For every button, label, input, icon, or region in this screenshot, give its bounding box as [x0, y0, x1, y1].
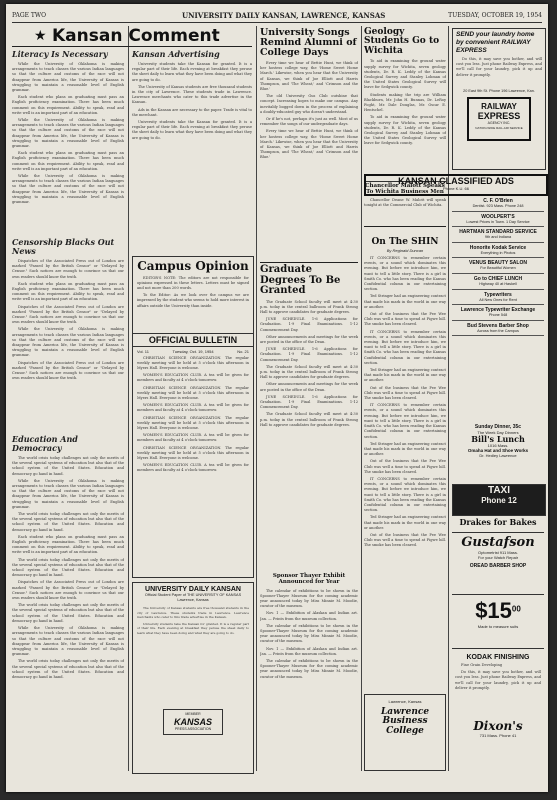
masthead-subtitle: Official Student Paper of THE UNIVERSITY OF KANSAS	[144, 593, 242, 597]
geology-headline: Geology Students Go to Wichita	[364, 27, 440, 56]
kodak-paragraph: Fine Grain Developing	[461, 663, 503, 667]
business-college-name: Lawrence Business College	[380, 707, 430, 736]
classified-ad-heading: Typewriters	[484, 291, 512, 298]
malott-article	[364, 198, 446, 223]
shin-paragraph: Out of the business that the Pee Wee Club was well a time to spend at Pigwe hill. The smoke has been cleared.	[364, 532, 446, 548]
shin-paragraph: Ted Stringer had an engineering contract that made his mark in the world in one way or another.	[364, 515, 446, 530]
suit-price-ad	[452, 598, 544, 649]
shin-paragraph: Out of the business that the Pee Wee Club was well a time to spend at Pigwe hill. The smoke has been cleared.	[364, 385, 446, 401]
sponsor-headline: Sponsor Thayer Exhibit Announced for Year	[272, 573, 346, 585]
songs-headline: University Songs Remind Alumni of College Days	[260, 27, 357, 58]
education-headline: Education And Democracy	[12, 434, 78, 453]
censorship-article	[12, 259, 124, 429]
classified-ad-heading: VENUS BEAUTY SALON	[469, 260, 527, 267]
graduate-paragraph: Other announcements and meetings for the week are posted in the office of the Dean.	[260, 382, 358, 392]
header-date: TUESDAY, OCTOBER 19, 1954	[448, 12, 542, 19]
education-paragraph: The world crisis today challenges not only the merits of the several special systems of education but also that of the school system of the United States. Education and democracy go hand in hand.	[12, 557, 124, 578]
railway-express-body	[456, 57, 542, 89]
bulletin-paragraph: CHRISTIAN SCIENCE ORGANIZATION. The regular weekly meeting will be held at 5 o'clock this afternoon in Myers Hall. Everyone is welcome.	[137, 385, 249, 401]
kodak-body	[455, 663, 541, 718]
taxi-phone: Phone 12	[481, 496, 517, 505]
shin-paragraph: Out of the business that the Pee Wee Club was well a time to spend at Pigwe hill. The smoke has been cleared.	[364, 312, 446, 327]
business-college-ad	[364, 694, 446, 771]
taxi-ad	[452, 484, 546, 516]
education-paragraph: The world crisis today challenges not only the merits of the several special systems of education but also that of the school system of the United States. Education and democracy go hand in hand.	[12, 512, 124, 532]
gustafson-name: Gustafson	[461, 535, 535, 550]
campus-opinion-box	[132, 256, 254, 578]
education-paragraph: While the University of Oklahoma is making arrangements to teach classes the various Indian languages so that the culture and customs of the race will not disappear from America life, the University of Kansas is struggling to maintain a reasonable level of English grammar.	[12, 478, 124, 509]
restaurant-ads	[452, 424, 544, 482]
kodak-ad	[452, 654, 544, 769]
shin-paragraph: Ted Stringer had an engineering contract that made his mark in the world in one way or another.	[364, 368, 446, 383]
classified-ads-banner	[364, 174, 548, 196]
business-college-location: Lawrence, Kansas	[388, 699, 422, 704]
shin-paragraph: IT CONCERNS to remember certain events, or a sound which dominates this evening. But before we introduce him, we want to tell a little story. There is a girl in Smith Co. who has been reading the Kansas Confidential column in our entertaining section.	[364, 329, 446, 365]
masthead-staff-list	[137, 606, 249, 706]
kodak-headline: KODAK FINISHING	[466, 654, 530, 661]
sunday-dinner-text: The Week Day Dinners	[477, 430, 519, 435]
shin-paragraph: Ted Stringer had an engineering contract that made his mark in the world in one way or another.	[364, 441, 446, 457]
bulletin-paragraph: CHRISTIAN SCIENCE ORGANIZATION. The regular weekly meeting will be held at 5 o'clock this afternoon in Myers Hall. Everyone is welcome.	[137, 445, 249, 461]
graduate-paragraph: The Graduate School faculty will meet at 4:30 p.m. today in the central ballroom of Frank Strong Hall to approve candidates for graduate degrees.	[260, 412, 358, 427]
advertising-article	[132, 62, 252, 222]
star-icon: ★	[34, 28, 47, 44]
suit-price-dollars: $15	[475, 598, 512, 623]
classified-ad-item	[452, 196, 544, 212]
barber-shop-name: OREAD BARBER SHOP	[469, 562, 527, 569]
kpa-state-label: KANSAS	[173, 717, 212, 727]
dixon-name: Dixon's	[473, 719, 523, 733]
classified-ad-text: For Beautiful Women	[480, 266, 516, 271]
opinion-paragraph: To the Editor: As we look over the campus we are impressed by the student who seems to hold more interest in affairs outside the University than inside.	[137, 293, 249, 308]
masthead-title: UNIVERSITY DAILY KANSAN	[145, 586, 241, 593]
censorship-paragraph: Dispatches of the Associated Press out of London are marked "Passed by the British Censor" or "Delayed by Censor." Such notices are enough to convince us that our own readers should know the truth.	[12, 360, 124, 381]
newspaper-page	[6, 4, 548, 792]
staff-paragraph: The University of Kansas students are free thousand students in the city of Lawrence. These students trade in Lawrence. Lawrence merchants who cater to this trade advertise in the Kansan.	[137, 606, 249, 620]
bulletin-paragraph: CHRISTIAN SCIENCE ORGANIZATION. The regular weekly meeting will be held at 5 o'clock this afternoon in Myers Hall. Everyone is welcome.	[137, 355, 249, 370]
geology-paragraph: To aid in examining the ground water supply survey for Wichita, seven geology students, Dr. R. K. Leddy of the Kansas Geological Survey and Stanley Lohman of the United States Geological Survey will leave for Sedgwick county.	[364, 115, 446, 146]
geology-paragraph: To aid in examining the ground water supply survey for Wichita, seven geology students, Dr. R. K. Leddy of the Kansas Geological Survey and Stanley Lohman of the United States Geological Survey will leave for Sedgwick county.	[364, 59, 446, 90]
masthead-box	[132, 582, 254, 774]
censorship-paragraph: While the University of Oklahoma is making arrangements to teach classes the various Indian languages so that the culture and customs of the race will not disappear from America life, the University of Kansas is struggling to maintain a reasonable level of English grammar.	[12, 327, 124, 358]
literacy-paragraph: While the University of Oklahoma is making arrangements to teach classes the various Indian languages so that the culture and customs of the race will not disappear from America life, the University of Kansas is struggling to maintain a reasonable level of English grammar.	[12, 118, 124, 149]
page-header	[12, 10, 542, 23]
classified-ads-phone: Phone K.U. 66	[442, 186, 470, 191]
graduate-article	[260, 300, 358, 605]
railway-express-ad	[452, 28, 546, 170]
kansan-comment-banner	[12, 28, 252, 47]
education-paragraph: The world crisis today challenges not only the merits of the several special systems of education but also that of the school system of the United States. Education and democracy go hand in hand.	[12, 659, 124, 679]
railway-logo-line3: AGENCY INC.	[487, 121, 511, 125]
classified-ad-item	[452, 274, 544, 290]
masthead-location: Lawrence, Kansas	[177, 598, 209, 602]
geology-paragraph: Students making the trip are William Blackburn, Mr. John H. Bunnas, Dr. LeRoy Foght, Mr. Dale Douglas, Mr. Oscar E. Hentschel.	[364, 92, 446, 113]
classified-ad-item	[452, 243, 544, 259]
kpa-member-label: MEMBER	[185, 712, 201, 716]
literacy-paragraph: While the University of Oklahoma is making arrangements to teach classes the various Indian languages so that the culture and customs of the race will not disappear from America life, the University of Kansas is struggling to maintain a reasonable level of English grammar.	[12, 174, 124, 205]
classified-ad-text: Across from the Campus	[477, 328, 519, 333]
railway-paragraph: Do this, it may save you bother, and will cost you less. Just phone Railway Express, and we'll call for your laundry, pick it up and deliver it promptly.	[456, 57, 542, 77]
songs-paragraph: Or if he's not, perhaps it's just as well. Most of us remember the songs of our undergraduate days.	[260, 116, 358, 127]
graduate-paragraph: The Graduate School faculty will meet at 4:30 p.m. today in the central ballroom of Frank Strong Hall to approve candidates for graduate degrees.	[260, 299, 358, 314]
gustafson-tagline: For your Watch Repair	[477, 554, 519, 560]
kpa-association-label: PRESS ASSOCIATION	[174, 727, 212, 731]
shin-paragraph: IT CONCERNS to remember certain events, or a sound which dominates this evening. But before we introduce him, we want to tell a little story. There is a girl in Smith Co. who has been reading the Kansas Confidential column in our entertaining section.	[364, 476, 446, 513]
literacy-headline: Literacy Is Necessary	[12, 49, 108, 59]
sponsor-paragraph: Nov. 1 — Exhibition of Alaskan and Indian art. Jan. — Prints from the museum collection.	[260, 646, 358, 656]
classified-ad-text: 9th and Indiana	[484, 235, 512, 240]
bulletin-body	[137, 356, 249, 536]
classified-ad-text: Highway 40 at Haskell	[479, 281, 517, 286]
kansan-comment-title: Kansan Comment	[52, 26, 220, 46]
graduate-paragraph: JUNE SCHEDULE. 1-6 Applications for Graduation. 1-9 Final Examinations. 1-12 Commencement Day.	[260, 317, 358, 332]
graduate-headline: Graduate Degrees To Be Granted	[260, 262, 358, 297]
shin-article	[364, 256, 446, 701]
graduate-paragraph: Other announcements and meetings for the week are posted in the office of the Dean.	[260, 334, 358, 344]
bulletin-paragraph: CHRISTIAN SCIENCE ORGANIZATION. The regular weekly meeting will be held at 5 o'clock this afternoon in Myers Hall. Everyone is welcome.	[137, 415, 249, 431]
bulletin-date: Tuesday, Oct. 19, 1954	[172, 348, 214, 354]
bills-lunch-name: Bill's Lunch	[471, 434, 525, 444]
advertising-paragraph: The University of Kansas students are free thousand students in the city of Lawrence. These students trade in Lawrence. Lawrence merchants who cater to this trade advertise in the Kansan.	[132, 84, 252, 105]
shin-paragraph: IT CONCERNS to remember certain events, or a sound which dominates this evening. But before we introduce him, we want to tell a little story. There is a girl in Smith Co. who has been reading the Kansas Confidential column in our entertaining section.	[364, 256, 446, 292]
railway-logo-line1: RAILWAY	[481, 102, 517, 111]
header-page-number: PAGE TWO	[12, 12, 46, 19]
bulletin-paragraph: WOMEN'S EDUCATION CLUB. A tea will be given for members and faculty at 4 o'clock tomorrow.	[137, 403, 249, 413]
sunday-dinner-headline: Sunday Dinner, 35c	[474, 424, 522, 430]
advertising-paragraph: University students take the Kansan for granted. It is a regular part of their life. Each evening at breakfast they peruse the sheet daily to learn what they have been doing and what they are going to do.	[132, 62, 252, 82]
songs-article	[260, 61, 358, 231]
literacy-paragraph: While the University of Oklahoma is making arrangements to teach classes the various Indian languages so that the culture and customs of the race will not disappear from America life, the University of Kansas is struggling to maintain a reasonable level of English grammar.	[12, 62, 124, 93]
bills-lunch-address: 1016 Mass.	[487, 443, 509, 449]
railway-express-headline: SEND your laundry home by convenient RAILWAY EXPRESS	[456, 31, 535, 54]
campus-opinion-title: Campus Opinion	[137, 259, 249, 273]
staff-paragraph: University students take the Kansan for granted. It is a regular part of their life. Each evening at breakfast they peruse the sheet daily to learn what they have been doing and what they are going to do.	[137, 621, 249, 635]
classified-ad-heading: C. F. O'Brien	[483, 198, 513, 204]
railway-logo-line4: NATION-WIDE RAIL-AIR SERVICE	[475, 126, 523, 130]
classified-ad-item	[452, 227, 544, 243]
classified-ad-item	[452, 212, 544, 228]
graduate-paragraph: The Graduate School faculty will meet at 4:30 p.m. today in the central ballroom of Frank Strong Hall to approve candidates for graduate degrees.	[260, 364, 358, 380]
songs-paragraph: Every time we hear of Bettie Hunt, we think of her hostess college way, the 'Home Sweet Home March.' Likewise, when you hear that the University of Kansas, we think of Joe Elliott and Harris Thompson, and 'The Wheat,' and 'Crimson and the Blue.'	[260, 60, 358, 91]
graduate-paragraph: JUNE SCHEDULE. 1-6 Applications for Graduation. 1-9 Final Examinations. 1-12 Commencement Day.	[260, 347, 358, 362]
advertising-paragraph: University students take the Kansan for granted. It is a regular part of their life. Each evening at breakfast they peruse the sheet daily to learn what they have been doing and what they are going to do.	[132, 120, 252, 140]
songs-paragraph: Every time we hear of Bettie Hunt, we think of her hostess college way, the 'Home Sweet Home March.' Likewise, when you hear that the University of Kansas, we think of Joe Elliott and Harris Thompson, and 'The Wheat,' and 'Crimson and the Blue.'	[260, 129, 358, 160]
classified-ad-item	[452, 321, 544, 337]
shin-column-prefix: On The SHIN	[371, 237, 439, 247]
education-paragraph: Each student who plans on graduating must pass an English proficiency examination. There has been much comment on this requirement. Ability to speak, read and write well is an important part of an education.	[12, 534, 124, 555]
literacy-paragraph: Each student who plans on graduating must pass an English proficiency examination. There has been much comment on this requirement. Ability to speak, read and write well is an important part of an education.	[12, 95, 124, 115]
classified-ad-item	[452, 305, 544, 321]
censorship-headline: Censorship Blacks Out News	[12, 237, 115, 256]
education-paragraph: The world crisis today challenges not only the merits of the several special systems of education but also that of the school system of the United States. Education and democracy go hand in hand.	[12, 603, 124, 623]
education-paragraph: While the University of Oklahoma is making arrangements to teach classes the various Indian languages so that the culture and customs of the race will not disappear from America life, the University of Kansas is struggling to maintain a reasonable level of English grammar.	[12, 626, 124, 657]
shin-paragraph: Out of the business that the Pee Wee Club was well a time to spend at Pigwe hill. The smoke has been cleared.	[364, 459, 446, 474]
kodak-paragraph: Do this, it may save you bother, and will cost you less. Just phone Railway Express, and we'll call for your laundry, pick it up and deliver it promptly.	[455, 670, 541, 690]
opinion-paragraph: EDITOR'S NOTE: The editors are not responsible for opinions expressed in these letters. Letters must be signed and not more than 200 words.	[137, 275, 249, 290]
suit-tagline: Made to measure suits	[477, 624, 519, 629]
classified-ad-heading: Bud Stevens Barber Shop	[467, 322, 529, 329]
censorship-paragraph: Each student who plans on graduating must pass an English proficiency examination. There has been much comment on this requirement. Ability to speak, read and write well is an important part of an education.	[12, 281, 124, 302]
suit-price-cents: 00	[511, 604, 521, 614]
classified-ad-heading: WOOLPERT'S	[481, 213, 515, 220]
malott-paragraph: Chancellor Deane W. Malott will speak tonight at the Commercial Club of Wichita.	[364, 197, 446, 208]
songs-paragraph: The old University Gus Club outshine that concept. Increasing hopes to make our campus. Any inevitably bogged down in the process of explaining a doubly-educated guy who doesn't understand.	[260, 94, 358, 114]
dixon-address: 731 Mass. Phone 41	[479, 732, 517, 738]
official-bulletin-title: OFFICIAL BULLETIN	[133, 333, 253, 347]
classified-ad-heading: HARTMAN STANDARD SERVICE	[459, 229, 537, 236]
drakes-slogan: Drakes for Bakes	[459, 517, 537, 527]
bulletin-volume: Vol. 11	[137, 348, 149, 354]
censorship-paragraph: Dispatches of the Associated Press out of London are marked "Passed by the British Censor" or "Delayed by Censor." Such notices are enough to convince us that our own readers should know the truth.	[12, 259, 124, 279]
campus-opinion-body	[137, 276, 249, 331]
physician-name: Dr. Hedley Lawrence	[479, 453, 517, 459]
education-paragraph: The world crisis today challenges not only the merits of the several special systems of education but also that of the school system of the United States. Education and democracy go hand in hand.	[12, 456, 124, 476]
geology-article	[364, 59, 446, 179]
railway-address: 20 East 9th St. Phone 196 Lawrence, Kan.	[463, 89, 535, 93]
shin-byline: By Reginald Duncan	[386, 248, 424, 253]
classified-ads-title: KANSAN CLASSIFIED ADS	[398, 176, 514, 186]
classified-ad-text: Lowest Prices in Town. 1 Day Service	[466, 219, 530, 224]
sponsor-paragraph: Nov. 1 — Exhibition of Alaskan and Indian art. Jan. — Prints from the museum collection.	[260, 611, 358, 621]
sponsor-paragraph: The calendar of exhibitions to be shown in the Spooner-Thayer Museum for the coming academic year announced today by Miss Minnie M. Moodie, curator of the museum.	[260, 658, 358, 679]
bulletin-dateline	[133, 349, 253, 354]
kpa-member-logo	[163, 709, 223, 735]
gustafson-address: Optometrist 911 Mass.	[478, 549, 518, 555]
literacy-article	[12, 62, 124, 232]
classified-ad-heading: Go to CHIEF LUNCH	[473, 275, 523, 282]
taxi-title: TAXI	[487, 485, 511, 496]
classified-ad-text: All New Ones for Rent	[479, 297, 517, 302]
censorship-paragraph: Dispatches of the Associated Press out of London are marked "Passed by the British Censor" or "Delayed by Censor." Such notices are enough to convince us that our own readers should know the truth.	[12, 304, 124, 325]
bulletin-number: No. 21	[237, 348, 249, 354]
classified-ad-heading: Lawrence Typewriter Exchange	[460, 307, 536, 314]
shin-paragraph: IT CONCERNS to remember certain events, or a sound which dominates this evening. But before we introduce him, we want to tell a little story. There is a girl in Smith Co. who has been reading the Kansas Confidential column in our entertaining section.	[364, 403, 446, 439]
classified-ad-heading: Honorite Kodak Service	[469, 244, 527, 251]
classified-ad-text: Everything in Photos	[480, 250, 516, 255]
drakes-ad	[452, 518, 544, 533]
literacy-paragraph: Each student who plans on graduating must pass an English proficiency examination. There has been much comment on this requirement. Ability to speak, read and write well is an important part of an education.	[12, 151, 124, 171]
education-paragraph: Dispatches of the Associated Press out of London are marked "Passed by the British Censor" or "Delayed by Censor." Such notices are enough to convince us that our own readers should know the truth.	[12, 580, 124, 601]
advertising-paragraph: Ads in the Kansan are necessary to the paper. Trade is vital to the merchant.	[132, 107, 252, 117]
railway-logo-line2: EXPRESS	[477, 111, 521, 121]
shin-paragraph: Ted Stringer had an engineering contract that made his mark in the world in one way or another.	[364, 294, 446, 309]
bulletin-paragraph: WOMEN'S EDUCATION CLUB. A tea will be given for members and faculty at 4 o'clock tomorrow.	[137, 463, 249, 473]
railway-express-logo	[467, 97, 531, 141]
classified-ad-item	[452, 290, 544, 306]
graduate-paragraph: JUNE SCHEDULE. 1-6 Applications for Graduation. 1-9 Final Examinations. 1-12 Commencement Day.	[260, 394, 358, 410]
gustafson-ad	[452, 536, 544, 595]
classified-ad-text: Dentist. 923 Mass. Phone 248	[472, 204, 524, 208]
advertising-headline: Kansan Advertising	[132, 49, 220, 59]
bulletin-paragraph: WOMEN'S EDUCATION CLUB. A tea will be given for members and faculty at 4 o'clock tomorrow.	[137, 373, 249, 383]
bulletin-paragraph: WOMEN'S EDUCATION CLUB. A tea will be given for members and faculty at 4 o'clock tomorrow.	[137, 433, 249, 443]
malott-headline: Chancellor Malott Speaks To Wichita Business Men	[365, 183, 445, 196]
header-paper-title: UNIVERSITY DAILY KANSAN, LAWRENCE, KANSAS	[182, 11, 386, 20]
sponsor-paragraph: The calendar of exhibitions to be shown in the Spooner-Thayer Museum for the coming academic year announced today by Miss Minnie M. Moodie, curator of the museum.	[260, 588, 358, 609]
hat-shop-name: Omaha Hat and Shoe Works	[467, 448, 529, 454]
sponsor-article	[260, 589, 358, 779]
sponsor-paragraph: The calendar of exhibitions to be shown in the Spooner-Thayer Museum for the coming academic year announced today by Miss Minnie M. Moodie, curator of the museum.	[260, 623, 358, 644]
education-article	[12, 456, 124, 756]
classified-ad-item	[452, 258, 544, 274]
classified-ad-text: Phone 548	[488, 313, 508, 318]
